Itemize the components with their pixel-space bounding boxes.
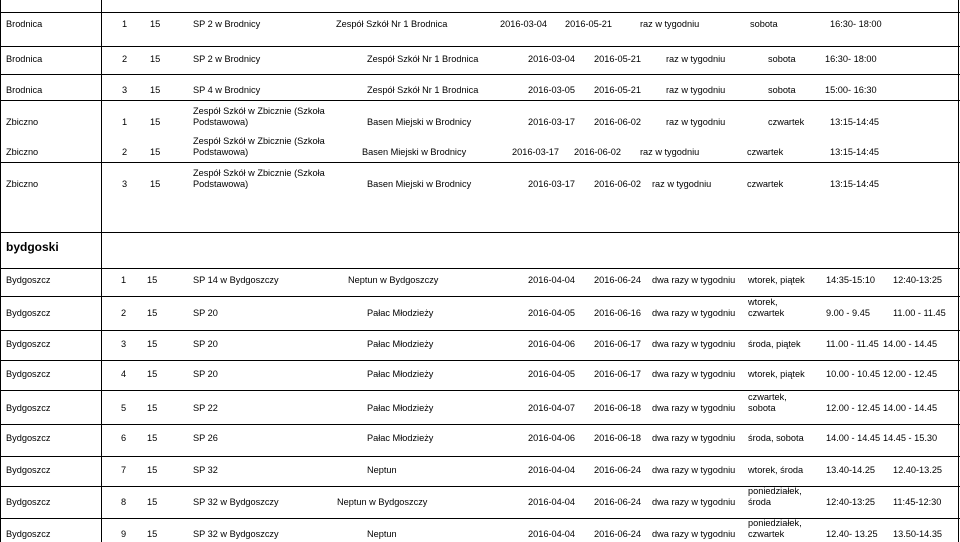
- cell-frequency: dwa razy w tygodniu: [652, 433, 736, 443]
- cell-day-line1: poniedziałek,: [748, 486, 802, 496]
- cell-start-date: 2016-04-04: [528, 529, 575, 539]
- cell-school-line2: Podstawowa): [193, 117, 249, 127]
- cell-end-date: 2016-06-24: [594, 529, 641, 539]
- cell-time-1: 14.00 - 14.45: [826, 433, 881, 443]
- cell-city: Brodnica: [6, 54, 43, 64]
- cell-day-line2: czwartek: [748, 529, 785, 539]
- cell-school: SP 22: [193, 403, 218, 413]
- cell-count: 15: [147, 339, 158, 349]
- cell-school: SP 20: [193, 369, 218, 379]
- cell-school-line1: Zespół Szkół w Zbicznie (Szkoła: [193, 106, 325, 116]
- cell-frequency: raz w tygodniu: [666, 85, 726, 95]
- cell-frequency: raz w tygodniu: [666, 117, 726, 127]
- row-divider: [0, 456, 960, 457]
- cell-school-line1: Zespół Szkół w Zbicznie (Szkoła: [193, 168, 325, 178]
- cell-count: 15: [147, 275, 158, 285]
- cell-city: Bydgoszcz: [6, 369, 51, 379]
- cell-day: sobota: [768, 85, 796, 95]
- cell-day-line2: sobota: [748, 403, 776, 413]
- cell-end-date: 2016-06-02: [574, 147, 621, 157]
- cell-frequency: dwa razy w tygodniu: [652, 403, 736, 413]
- cell-time-2: 14.00 - 14.45: [883, 403, 938, 413]
- cell-group: 8: [121, 497, 127, 507]
- cell-venue: Neptun: [367, 529, 397, 539]
- section-title: bydgoski: [6, 240, 59, 254]
- cell-count: 15: [147, 497, 158, 507]
- cell-end-date: 2016-06-24: [594, 275, 641, 285]
- cell-start-date: 2016-03-05: [528, 85, 575, 95]
- cell-frequency: dwa razy w tygodniu: [652, 308, 736, 318]
- cell-start-date: 2016-03-17: [512, 147, 559, 157]
- cell-frequency: dwa razy w tygodniu: [652, 497, 736, 507]
- cell-day-line1: poniedziałek,: [748, 518, 802, 528]
- cell-group: 7: [121, 465, 127, 475]
- cell-venue: Basen Miejski w Brodnicy: [367, 179, 472, 189]
- cell-day-line2: czwartek: [748, 308, 785, 318]
- row-divider: [0, 330, 960, 331]
- cell-group: 1: [121, 275, 127, 285]
- cell-city: Bydgoszcz: [6, 465, 51, 475]
- cell-start-date: 2016-03-04: [500, 19, 547, 29]
- cell-venue: Neptun w Bydgoszczy: [337, 497, 428, 507]
- cell-time-1: 14:35-15:10: [826, 275, 876, 285]
- cell-venue: Pałac Młodzieży: [367, 339, 434, 349]
- row-divider: [0, 360, 960, 361]
- cell-end-date: 2016-06-24: [594, 497, 641, 507]
- cell-group: 4: [121, 369, 127, 379]
- cell-venue: Zespół Szkół Nr 1 Brodnica: [367, 54, 479, 64]
- row-divider: [0, 518, 960, 519]
- cell-city: Brodnica: [6, 85, 43, 95]
- cell-start-date: 2016-03-17: [528, 179, 575, 189]
- cell-venue: Neptun: [367, 465, 397, 475]
- cell-venue: Pałac Młodzieży: [367, 369, 434, 379]
- cell-group: 6: [121, 433, 127, 443]
- row-divider: [0, 296, 960, 297]
- cell-venue: Zespół Szkół Nr 1 Brodnica: [336, 19, 448, 29]
- cell-time-2: 13.50-14.35: [893, 529, 943, 539]
- cell-group: 2: [122, 147, 128, 157]
- cell-day: środa, sobota: [748, 433, 804, 443]
- cell-day: czwartek: [768, 117, 805, 127]
- cell-group: 2: [121, 308, 127, 318]
- cell-group: 1: [122, 19, 128, 29]
- cell-time-1: 12:40-13:25: [826, 497, 876, 507]
- cell-city: Bydgoszcz: [6, 339, 51, 349]
- cell-end-date: 2016-06-17: [594, 369, 641, 379]
- cell-city: Zbiczno: [6, 117, 39, 127]
- cell-start-date: 2016-03-17: [528, 117, 575, 127]
- cell-day: wtorek, piątek: [748, 369, 805, 379]
- cell-city: Bydgoszcz: [6, 529, 51, 539]
- cell-school: SP 2 w Brodnicy: [193, 54, 261, 64]
- cell-start-date: 2016-04-05: [528, 369, 575, 379]
- cell-start-date: 2016-04-07: [528, 403, 575, 413]
- cell-day: czwartek: [747, 147, 784, 157]
- cell-start-date: 2016-04-04: [528, 275, 575, 285]
- cell-day-line1: czwartek,: [748, 392, 787, 402]
- cell-end-date: 2016-05-21: [594, 54, 641, 64]
- cell-school: SP 4 w Brodnicy: [193, 85, 261, 95]
- cell-day: środa, piątek: [748, 339, 801, 349]
- row-divider: [0, 100, 960, 101]
- cell-frequency: raz w tygodniu: [640, 147, 700, 157]
- cell-city: Zbiczno: [6, 147, 39, 157]
- cell-school: SP 20: [193, 308, 218, 318]
- cell-time-2: 12.40-13.25: [893, 465, 943, 475]
- cell-school: SP 32: [193, 465, 218, 475]
- cell-time-2: 11:45-12:30: [893, 497, 942, 507]
- cell-venue: Basen Miejski w Brodnicy: [367, 117, 472, 127]
- cell-time-2: 14.00 - 14.45: [883, 339, 938, 349]
- cell-frequency: dwa razy w tygodniu: [652, 465, 736, 475]
- cell-count: 15: [147, 465, 158, 475]
- cell-school: SP 14 w Bydgoszczy: [193, 275, 279, 285]
- row-divider: [0, 46, 960, 47]
- cell-end-date: 2016-06-17: [594, 339, 641, 349]
- cell-count: 15: [150, 19, 161, 29]
- cell-end-date: 2016-05-21: [565, 19, 612, 29]
- cell-count: 15: [150, 117, 161, 127]
- cell-time: 15:00- 16:30: [825, 85, 877, 95]
- cell-group: 3: [122, 179, 128, 189]
- cell-day-line1: wtorek,: [748, 297, 778, 307]
- cell-group: 9: [121, 529, 127, 539]
- cell-frequency: raz w tygodniu: [640, 19, 700, 29]
- row-divider: [0, 268, 960, 269]
- row-divider: [0, 424, 960, 425]
- cell-time: 13:15-14:45: [830, 147, 880, 157]
- cell-end-date: 2016-06-18: [594, 433, 641, 443]
- cell-count: 15: [150, 179, 161, 189]
- row-divider: [0, 390, 960, 391]
- cell-time-1: 12.00 - 12.45: [826, 403, 881, 413]
- cell-venue: Zespół Szkół Nr 1 Brodnica: [367, 85, 479, 95]
- cell-school-line1: Zespół Szkół w Zbicznie (Szkoła: [193, 136, 325, 146]
- cell-frequency: dwa razy w tygodniu: [652, 275, 736, 285]
- cell-frequency: dwa razy w tygodniu: [652, 529, 736, 539]
- row-divider: [0, 232, 960, 233]
- row-divider: [0, 12, 960, 13]
- cell-start-date: 2016-04-06: [528, 433, 575, 443]
- cell-end-date: 2016-06-02: [594, 179, 641, 189]
- cell-time-1: 12.40- 13.25: [826, 529, 878, 539]
- cell-time: 16:30- 18:00: [825, 54, 877, 64]
- cell-end-date: 2016-06-02: [594, 117, 641, 127]
- cell-time: 16:30- 18:00: [830, 19, 882, 29]
- cell-group: 3: [121, 339, 127, 349]
- cell-school: SP 32 w Bydgoszczy: [193, 529, 279, 539]
- cell-school-line2: Podstawowa): [193, 147, 249, 157]
- cell-school-line2: Podstawowa): [193, 179, 249, 189]
- cell-frequency: raz w tygodniu: [666, 54, 726, 64]
- column-divider: [101, 0, 102, 542]
- cell-time-2: 12:40-13:25: [893, 275, 943, 285]
- cell-venue: Pałac Młodzieży: [367, 403, 434, 413]
- cell-start-date: 2016-04-06: [528, 339, 575, 349]
- cell-count: 15: [147, 529, 158, 539]
- cell-start-date: 2016-04-04: [528, 465, 575, 475]
- cell-time-1: 13.40-14.25: [826, 465, 876, 475]
- cell-time-2: 12.00 - 12.45: [883, 369, 938, 379]
- cell-day: wtorek, środa: [748, 465, 804, 475]
- cell-group: 2: [122, 54, 128, 64]
- cell-city: Bydgoszcz: [6, 308, 51, 318]
- cell-frequency: dwa razy w tygodniu: [652, 339, 736, 349]
- cell-start-date: 2016-04-05: [528, 308, 575, 318]
- cell-count: 15: [150, 54, 161, 64]
- cell-count: 15: [150, 147, 161, 157]
- cell-school: SP 2 w Brodnicy: [193, 19, 261, 29]
- cell-city: Bydgoszcz: [6, 497, 51, 507]
- cell-frequency: dwa razy w tygodniu: [652, 369, 736, 379]
- cell-day: czwartek: [747, 179, 784, 189]
- cell-end-date: 2016-06-18: [594, 403, 641, 413]
- cell-time: 13:15-14:45: [830, 117, 880, 127]
- cell-venue: Pałac Młodzieży: [367, 433, 434, 443]
- cell-city: Bydgoszcz: [6, 433, 51, 443]
- cell-start-date: 2016-03-04: [528, 54, 575, 64]
- cell-day: wtorek, piątek: [748, 275, 805, 285]
- cell-school: SP 32 w Bydgoszczy: [193, 497, 279, 507]
- cell-frequency: raz w tygodniu: [652, 179, 712, 189]
- cell-venue: Neptun w Bydgoszczy: [348, 275, 439, 285]
- cell-count: 15: [150, 85, 161, 95]
- cell-time-1: 11.00 - 11.45: [826, 339, 879, 349]
- table-border-left: [0, 0, 1, 542]
- cell-count: 15: [147, 433, 158, 443]
- cell-school: SP 26: [193, 433, 218, 443]
- cell-group: 5: [121, 403, 127, 413]
- cell-city: Brodnica: [6, 19, 43, 29]
- cell-end-date: 2016-05-21: [594, 85, 641, 95]
- cell-start-date: 2016-04-04: [528, 497, 575, 507]
- cell-venue: Pałac Młodzieży: [367, 308, 434, 318]
- cell-day: sobota: [768, 54, 796, 64]
- cell-count: 15: [147, 369, 158, 379]
- cell-end-date: 2016-06-24: [594, 465, 641, 475]
- row-divider: [0, 486, 960, 487]
- cell-time-2: 14.45 - 15.30: [883, 433, 938, 443]
- cell-count: 15: [147, 403, 158, 413]
- cell-group: 1: [122, 117, 128, 127]
- cell-count: 15: [147, 308, 158, 318]
- cell-day: sobota: [750, 19, 778, 29]
- cell-time-1: 10.00 - 10.45: [826, 369, 881, 379]
- cell-time: 13:15-14:45: [830, 179, 880, 189]
- cell-school: SP 20: [193, 339, 218, 349]
- cell-time-2: 11.00 - 11.45: [893, 308, 946, 318]
- table-border-right: [958, 0, 959, 542]
- cell-group: 3: [122, 85, 128, 95]
- cell-city: Bydgoszcz: [6, 403, 51, 413]
- cell-time-1: 9.00 - 9.45: [826, 308, 870, 318]
- row-divider: [0, 74, 960, 75]
- cell-end-date: 2016-06-16: [594, 308, 641, 318]
- cell-day-line2: środa: [748, 497, 771, 507]
- cell-city: Zbiczno: [6, 179, 39, 189]
- row-divider: [0, 162, 960, 163]
- cell-venue: Basen Miejski w Brodnicy: [362, 147, 467, 157]
- cell-city: Bydgoszcz: [6, 275, 51, 285]
